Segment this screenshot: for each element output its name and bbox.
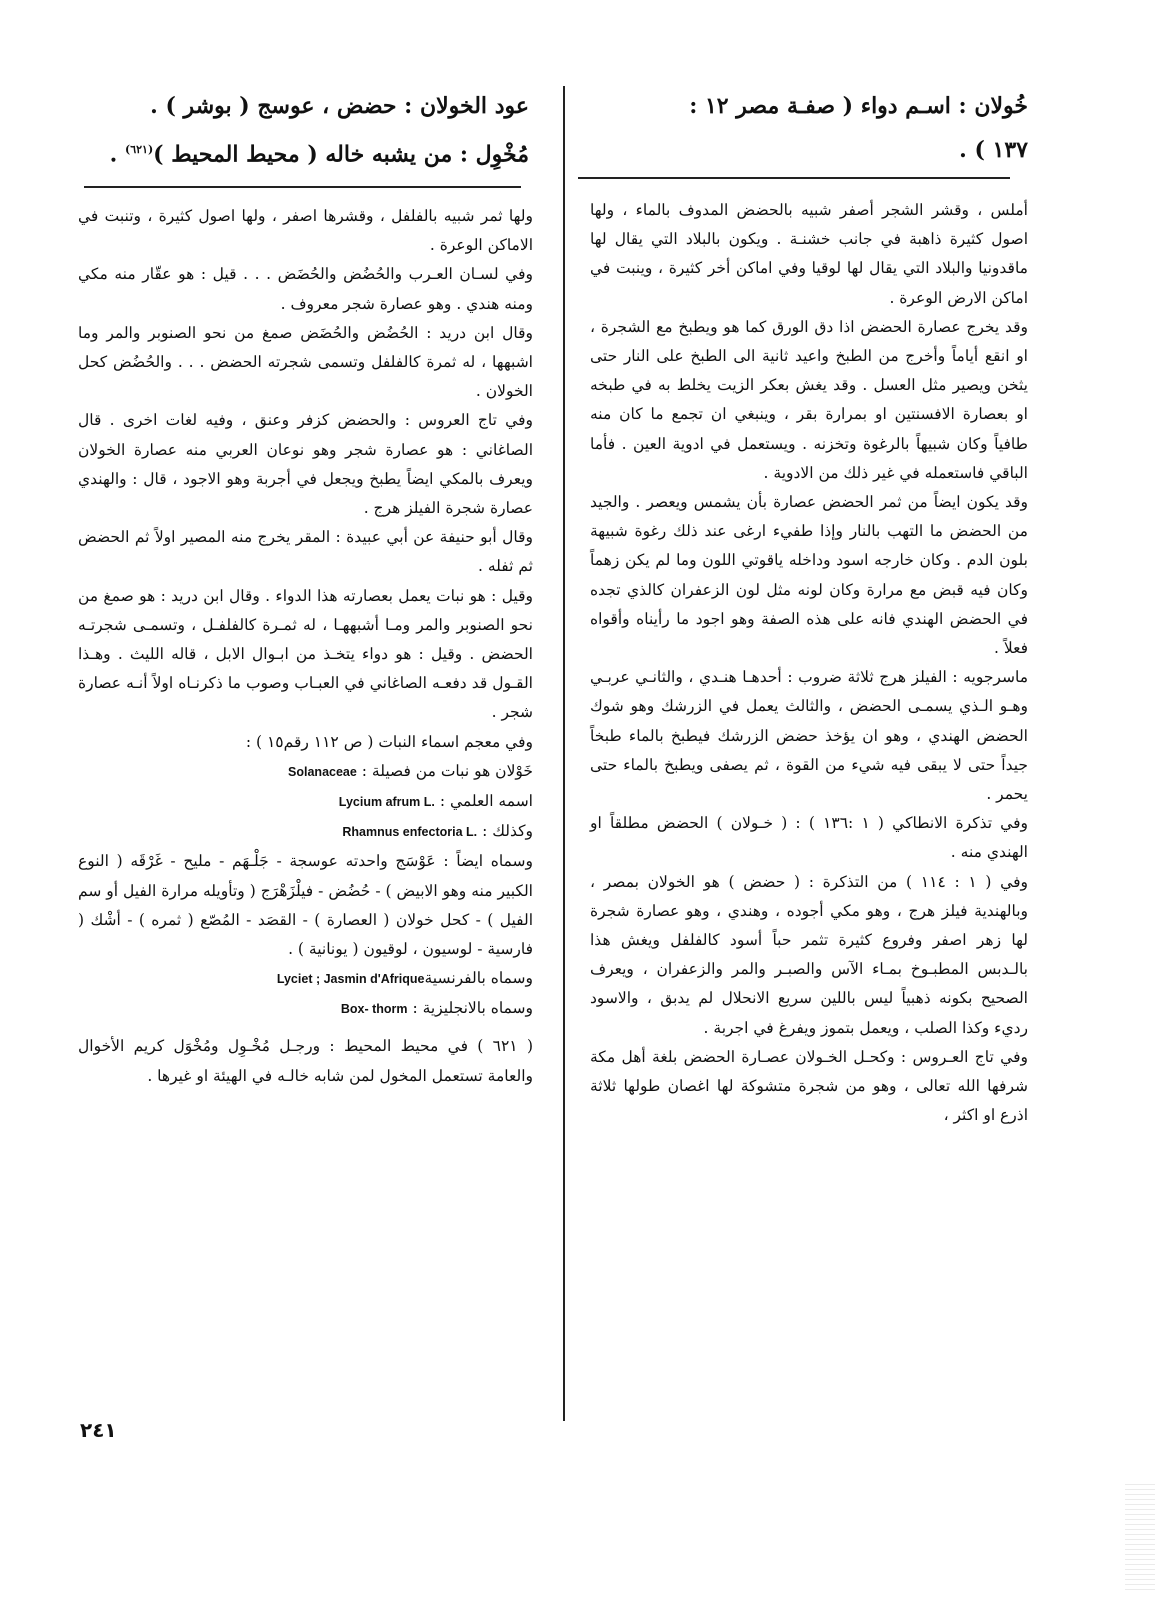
- english-name-line: وسماه بالانجليزية : Box- thorm: [340, 999, 533, 1018]
- footnote-text: ( ٦٢١ ) في محيط المحيط : ورجـل مُخْـوِل ومُخْوَل كريم الأخوال والعامة تستعمل المخول لمن شابه خالـه في الهيئة او غيرها .: [78, 1036, 533, 1085]
- right-column-header: [598, 84, 1028, 172]
- right-paragraph-2: وقد يخرج عصارة الحضض اذا دق الورق كما هو ويطبخ مع الشجرة ، او انقع أياماً وأخرج من الطبخ واعيد ثانية الى الطبخ على النار حتى يثخن ويصير مثل العسل . وقد يغش بعكر الزيت يخلط به في طبخه او بعصارة الافسنتين او بمرارة بقر ، وينبغي ان تجمع ما كان منه طافياً وكان شبيهاً بالرغوة وتخزنه . ويستعمل في ادوية العين . فأما الباقي فاستعمله في غير ذلك من الادوية .: [590, 317, 1028, 482]
- family-latin-name: Solanaceae: [288, 764, 357, 779]
- right-column-body: [590, 196, 1028, 1131]
- botany-family-line: خَوْلان هو نبات من فصيلة : Solanaceae: [288, 761, 533, 780]
- scientific-latin-name: Lycium afrum L.: [338, 795, 435, 810]
- left-column-header: [84, 84, 529, 176]
- french-name-line: وسماه بالفرنسيةLyciet ; Jasmin d'Afrique: [276, 969, 533, 988]
- right-paragraph-4: ماسرجويه : الفيلز هرج ثلاثة ضروب : أحدهـا هنـدي ، والثانـي عربـي وهـو الـذي يسمـى الحضض ، والثالث يعمل في الزرشك وهو شوك الحضض الهندي ، وهو ان يؤخذ حضض الزرشك فيطبخ بالماء طبخاً جيداً حتى لا يبقى فيه شيء من القوة ، ثم يصفى ويطبخ بالماء حتى يحمر .: [590, 668, 1028, 804]
- left-header-line-1: عود الخولان : حضض ، عوسج ( بوشر ) .: [150, 93, 529, 119]
- right-header-line-1: خُولان : اسـم دواء ( صفـة مصر ١٢ :: [689, 93, 1028, 119]
- page-number: ٢٤١: [80, 1418, 117, 1442]
- left-header-line-2: [84, 128, 529, 176]
- left-paragraph-4: وفي تاج العروس : والحضض كزفر وعنق ، وفيه لغات اخرى . قال الصاغاني : هو عصارة شجر وهو نوعان العربي منه عصارة الخولان ويعرف بالمكي ايضاً يطبخ ويجعل في أجربة وهو الاجود ، قال : والهندي عصارة شجرة الفيلز هرج .: [78, 411, 533, 518]
- left-header-rule: [84, 186, 521, 188]
- right-header-rule: [578, 177, 1010, 179]
- botany-also-line: وكذلك : Rhamnus enfectoria L.: [342, 822, 533, 841]
- left-names-paragraph: وسماه ايضاً : عَوْسَج واحدته عوسجة - جَلْـهَم - مليح - غَرْقَه ( النوع الكبير منه وهو الابيض ) - حُضُض - فيلْزَهْرَج ( وتأويله مرارة الفيل أو سم الفيل ) - كحل خولان ( العصارة ) - القصَد - المُصّع ( ثمره ) - أشْك ( فارسية - لوسيون ، لوقيون ( يونانية ) .: [78, 852, 533, 959]
- left-paragraph-2: وفي لسـان العـرب والحُضُض والحُضَض . . . قيل : هو عقّار منه مكي ومنه هندي . وهو عصارة شجر معروف .: [78, 265, 533, 313]
- botany-scientific-line: اسمه العلمي : Lycium afrum L.: [338, 792, 533, 811]
- english-latin-name: Box- thorm: [340, 1002, 408, 1017]
- right-header-line-2: ١٣٧ ) .: [959, 137, 1028, 163]
- also-latin-name: Rhamnus enfectoria L.: [342, 825, 478, 840]
- left-paragraph-5: وقال أبو حنيفة عن أبي عبيدة : المقر يخرج منه المصير اولاً ثم الحضض ثم ثفله .: [78, 528, 533, 576]
- right-paragraph-6: وفي ( ١ : ١١٤ ) من التذكرة : ( حضض ) هو الخولان بمصر ، وبالهندية فيلز هرج ، وهو مكي أجوده ، وهندي ، وهو عصارة شجرة لها زهر اصفر وفروع كثيرة تثمر حباً أسود كالفلفل ويغش هذا بالـدبس المطبـوخ بمـاء الآس والصبـر والمر والزعفران ، ويعرف الصحيح بكونه ذهبياً ليس باللين سريع الانحلال لم يدبق ، والاسود رديء وكذا الصلب ، ويعمل بتموز ويفرغ في اجربة .: [590, 872, 1028, 1037]
- right-paragraph-1: أملس ، وقشر الشجر أصفر شبيه بالحضض المدوف بالماء ، ولها اصول كثيرة ذاهبة في جانب خشنـة . ويكون بالبلاد التي يقال لها ماقدونيا والبلاد التي يقال لها لوقيا وفي اماكن أخر كثيرة ، وينبت في اماكن الارض الوعرة .: [590, 201, 1028, 307]
- column-divider: [563, 86, 565, 1421]
- right-paragraph-3: وقد يكون ايضاً من ثمر الحضض عصارة بأن يشمس ويعصر . والجيد من الحضض ما التهب بالنار وإذا طفيء ارغى عند ذلك رغوة شبيهة بلون الدم . وكان خارجه اسود وداخله ياقوتي اللون وما لم يكن زهماً وكان فيه قبض مع مرارة وكان لونه مثل لون الزعفران كالذي تجده في الحضض الهندي فانه على هذه الصفة وهو اجود ما رأيناه وأقواه فعلاً .: [590, 493, 1028, 658]
- left-paragraph-6: وقيل : هو نبات يعمل بعصارته هذا الدواء . وقال ابن دريد : هو صمغ من نحو الصنوبر والمر ومـا أشبههـا ، له ثمـرة كالفلفـل ، وتسمـى شجرتـه الحضض . وقيل : هو دواء يتخـذ من ابـوال الابل ، قاله الليث . وهـذا القـول قد دفعـه الصاغاني في العبـاب وصوب ما ذكرنـاه اولاً أنـه عصارة شجر .: [78, 586, 533, 722]
- left-paragraph-1: ولها ثمر شبيه بالفلفل ، وقشرها اصفر ، ولها اصول كثيرة ، وتنبت في الاماكن الوعرة .: [78, 207, 533, 255]
- footnote-reference: (٦٢١): [125, 143, 154, 156]
- left-header-end: .: [109, 141, 125, 168]
- footnote: [78, 1031, 533, 1091]
- left-header-text: مُخْوِل : من يشبه خاله ( محيط المحيط ): [153, 141, 529, 168]
- right-paragraph-5: وفي تذكرة الانطاكي ( ١ :١٣٦ ) : ( خـولان ) الحضض مطلقاً او الهندي منه .: [590, 814, 1028, 862]
- left-column-body: [78, 202, 533, 1091]
- right-paragraph-7: وفي تاج العـروس : وكحـل الخـولان عصـارة الحضض بلغة أهل مكة شرفها الله تعالى ، وهو من شجرة متشوكة لها اغصان طولها ثلاثة اذرع او اكثر ،: [590, 1047, 1028, 1125]
- left-paragraph-7: وفي معجم اسماء النبات ( ص ١١٢ رقم١٥ ) :: [245, 732, 533, 751]
- left-paragraph-3: وقال ابن دريد : الحُضُض والحُضَض صمغ من نحو الصنوبر والمر وما اشبهها ، له ثمرة كالفلفل وتسمى شجرته الحضض . . . والحُضُض كحل الخولان .: [78, 323, 533, 401]
- french-latin-name: Lyciet ; Jasmin d'Afrique: [276, 972, 425, 987]
- scan-artifact: [1125, 1480, 1155, 1590]
